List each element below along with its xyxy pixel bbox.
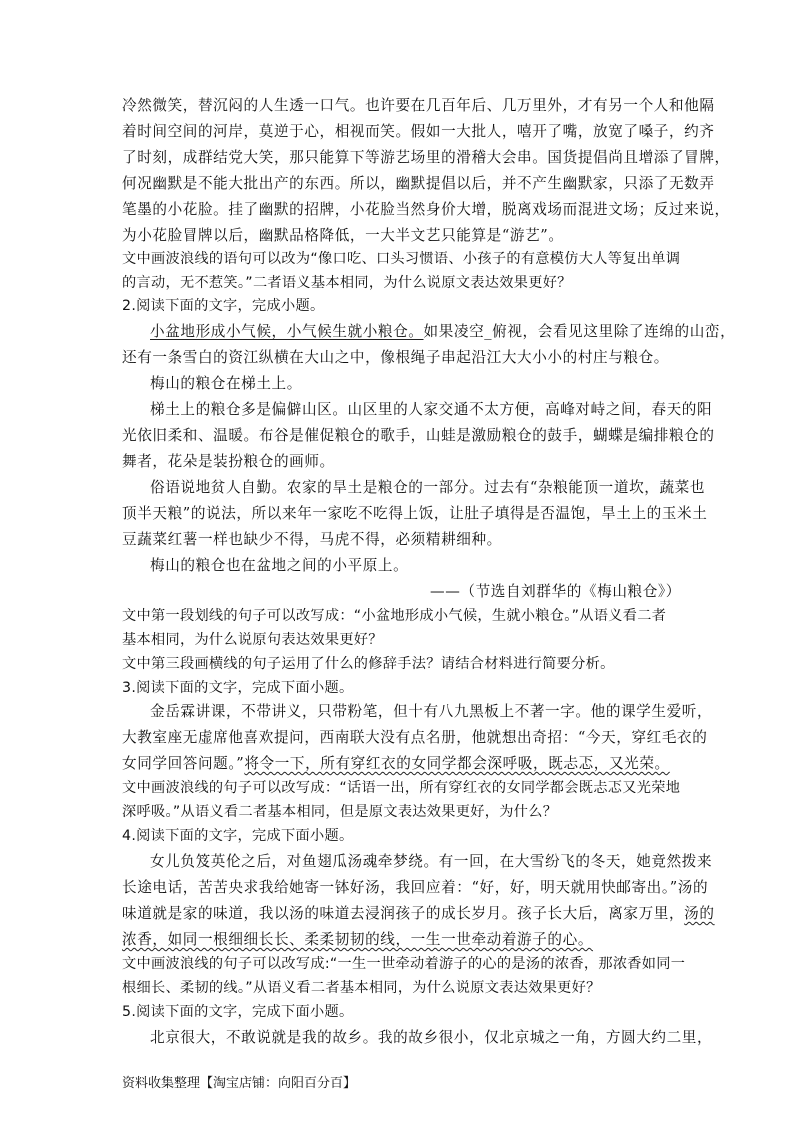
passage-line: 为小花脸冒牌以后，幽默品格降低，一大半文艺只能算是“游艺”。 [122, 227, 564, 244]
wavy-underlined-sentence: 将令一下，所有穿红衣的女同学都会深呼吸，既忐忑，又光荣。 [244, 755, 670, 772]
passage-line: 梅山的粮仓在梯土上。 [150, 375, 302, 392]
passage-line: 大教室座无虚席他喜欢提问，西南联大没有点名册，他就想出奇招：“今天，穿红毛衣的 [122, 729, 708, 746]
question-line: 深呼吸。”从语义看二者基本相同，但是原文表达效果更好，为什么？ [122, 804, 558, 820]
passage-line [122, 754, 670, 774]
passage-line: 梯土上的粮仓多是偏僻山区。山区里的人家交通不太方便，高峰对峙之间，春天的阳 [150, 401, 713, 418]
question-line: 文中画波浪线的句子可以改写成:“一生一世牵动着游子的心的是汤的浓香，那浓香如同一 [122, 956, 686, 972]
passage-text: 味道就是家的味道，我以汤的味道去浸润孩子的成长岁月。孩子长大后，离家万里， [122, 905, 685, 922]
passage-line: 笔墨的小花脸。挂了幽默的招牌，小花脸当然身价大增，脱离戏场而混进文场；反过来说， [122, 201, 730, 218]
passage-line: 长途电话，苦苦央求我给她寄一钵好汤，我回应着：“好，好，明天就用快邮寄出。”汤的 [122, 879, 709, 896]
question-line: 文中画波浪线的语句可以改为“像口吃、口头习惯语、小孩子的有意模仿大人等复出单调 [122, 251, 681, 267]
question-heading: 2.阅读下面的文字，完成小题。 [122, 298, 325, 314]
passage-line: 顶半天粮”的说法，所以来年一家吃不吃得上饭，让肚子填得是否温饱，旱土上的玉米土 [122, 505, 708, 522]
page-footer: 资料收集整理【淘宝店铺：向阳百分百】 [122, 1076, 357, 1091]
passage-line: 光依旧柔和、温暖。布谷是催促粮仓的歌手，山蛙是激励粮仓的鼓手，蝴蝶是编排粮仓的 [122, 427, 715, 444]
passage-line: 俗语说地贫人自勤。农家的旱土是粮仓的一部分。过去有“杂粮能顶一道坎，蔬菜也 [150, 479, 706, 496]
question-heading: 4.阅读下面的文字，完成下面小题。 [122, 828, 354, 844]
passage-line: 北京很大，不敢说就是我的故乡。我的故乡很小，仅北京城之一角，方圆大约二里， [150, 1029, 713, 1046]
question-line: 基本相同，为什么说原句表达效果更好？ [122, 632, 383, 648]
passage-line: 金岳霖讲课，不带讲义，只带粉笔，但十有八九黑板上不著一字。他的课学生爱听， [150, 703, 713, 720]
passage-line: 舞者，花朵是装扮粮仓的画师。 [122, 453, 335, 470]
passage-line: 豆蔬菜红薯一样也缺少不得，马虎不得，必须精耕细种。 [122, 531, 502, 548]
passage-line: 着时间空间的河岸，莫逆于心，相视而笑。假如一大批人，嘻开了嘴，放宽了嗓子，约齐 [122, 123, 715, 140]
passage-line [122, 904, 715, 924]
passage-text: 如果凌空_俯视，会看见这里除了连绵的山峦， [423, 323, 736, 340]
question-line: 文中第一段划线的句子可以改写成：“小盆地形成小气候，生就小粮仓。”从语义看二者 [122, 608, 667, 624]
underlined-sentence: 小盆地形成小气候，小气候生就小粮仓。 [150, 323, 424, 340]
question-line: 的言动，无不惹笑。”二者语义基本相同，为什么说原文表达效果更好？ [122, 275, 572, 291]
passage-line: 梅山的粮仓也在盆地之间的小平原上。 [150, 557, 409, 574]
passage-line: 女儿负笈英伦之后，对鱼翅瓜汤魂牵梦绕。有一回，在大雪纷飞的冬天，她竟然拨来 [150, 853, 713, 870]
passage-line: 还有一条雪白的资江纵横在大山之中，像根绳子串起沿江大大小小的村庄与粮仓。 [122, 349, 669, 366]
passage-line [122, 930, 593, 950]
question-line: 文中第三段画横线的句子运用了什么的修辞手法？请结合材料进行简要分析。 [122, 656, 615, 672]
question-heading: 5.阅读下面的文字，完成下面小题。 [122, 1004, 354, 1020]
source-citation: ——（节选自刘群华的《梅山粮仓》） [430, 583, 681, 600]
passage-line: 何况幽默是不能大批出产的东西。所以，幽默提倡以后，并不产生幽默家，只添了无数弄 [122, 175, 715, 192]
passage-line: 了时刻，成群结党大笑，那只能算下等游艺场里的滑稽大会串。国货提倡尚且增添了冒牌， [122, 149, 730, 166]
question-line: 根细长、柔韧的线。”从语义看二者基本相同，为什么说原文表达效果更好？ [122, 980, 601, 996]
passage-text: 女同学回答问题。” [122, 755, 245, 772]
wavy-underlined-sentence: 浓香，如同一根细细长长、柔柔韧韧的线，一生一世牵动着游子的心。 [122, 931, 594, 948]
passage-line: 冷然微笑，替沉闷的人生透一口气。也许要在几百年后、几万里外，才有另一个人和他隔 [122, 97, 715, 114]
question-line: 文中画波浪线的句子可以改写成：“话语一出，所有穿红衣的女同学都会既忐忑又光荣地 [122, 780, 681, 796]
wavy-underlined-sentence: 汤的 [684, 905, 715, 922]
passage-line [150, 322, 735, 342]
question-heading: 3.阅读下面的文字，完成下面小题。 [122, 680, 354, 696]
